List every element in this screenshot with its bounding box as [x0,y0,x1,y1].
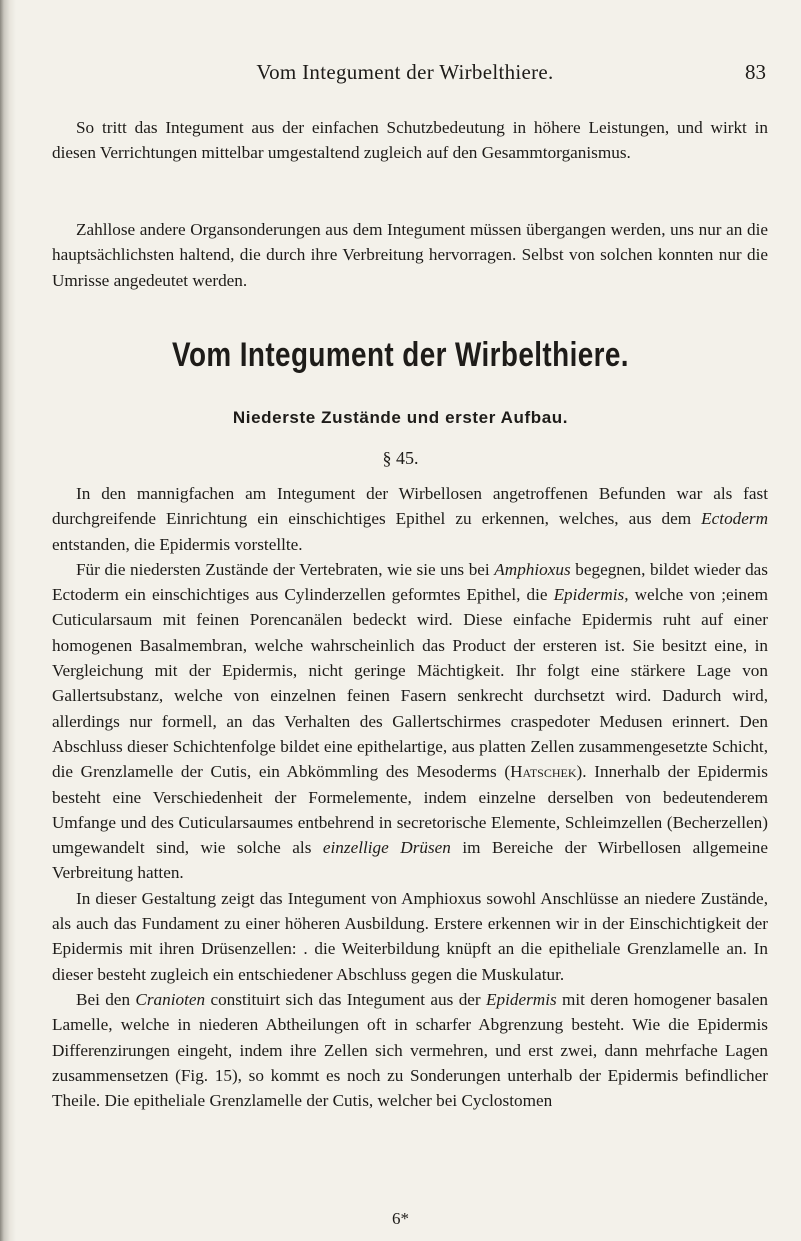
intro-paragraph-1: So tritt das Integument aus der einfachen Schutzbedeutung in höhere Leistungen, und wirkt in diesen Verrichtungen mittelbar umgestaltend zugleich auf den Gesammtorganismus. [52,118,768,163]
term-epidermis-2: Epidermis [486,989,557,1009]
running-head [40,60,770,88]
body-paragraph-4: Bei den Cranioten constituirt sich das Integument aus der Epidermis mit deren homogener basalen Lamelle, welche in niederen Abtheilungen oft in scharfer Abgrenzung besteht. Wie die Epidermis Differenzirungen eingeht, indem ihre Zellen sich vermehren, und erst zwei, dann mehrfache Lagen zusammensetzen (Fig. 15), so kommt es noch zu Sonderungen unterhalb der Epidermis befindlicher Theile. Die epitheliale Grenzlamelle der Cutis, welcher bei Cyclostomen [52,989,768,1111]
body-paragraph-2: Für die niedersten Zustände der Vertebraten, wie sie uns bei Amphioxus begegnen, bildet wieder das Ectoderm ein einschichtiges aus Cylinderzellen geformtes Epithel, die Epidermis, welche von ;einem Cuticularsaum mit feinen Porencanälen bedeckt wird. Diese einfache Epidermis ruht auf einer homogenen Basalmembran, welche wahrscheinlich das Product der ersteren ist. Sie besitzt eine, in Vergleichung mit der Epidermis, nicht geringe Mächtigkeit. Ihr folgt eine stärkere Lage von Gallertsubstanz, welche von einzelnen feinen Fasern senkrecht durchsetzt wird. Dadurch wird, allerdings nur formell, an das Verhalten des Gallertschirmes craspedoter Medusen erinnert. Den Abschluss dieser Schichtenfolge bildet eine epithelartige, aus platten Zellen zusammengesetzte Schicht, die Grenzlamelle der Cutis, ein Abkömmling des Mesoderms (Hatschek). Innerhalb der Epidermis besteht eine Verschiedenheit der Formelemente, indem einzelne derselben von bedeutenderem Umfange und des Cuticularsaumes entbehrend in secretorische Elemente, Schleimzellen (Becherzellen) umgewandelt sind, wie solche als einzellige Drüsen im Bereiche der Wirbellosen allgemeine Verbreitung hatten. [52,559,769,883]
term-ectoderm: Ectoderm [701,509,768,529]
author-hatschek: Hatschek [510,762,577,782]
intro-paragraph-2: Zahllose andere Organsonderungen aus dem Integument müssen übergangen werden, uns nur an die hauptsächlichsten haltend, die durch ihre Verbreitung hervorragen. Selbst von solchen konnten nur die Umrisse angedeutet werden. [52,220,768,290]
chapter-subtitle: Niederste Zustände und erster Aufbau. [232,408,569,427]
running-title: Vom Integument der Wirbelthiere. [256,60,554,84]
page-binding-edge [0,0,16,1241]
section-number: § 45. [382,448,419,468]
term-amphioxus: Amphioxus [494,559,571,579]
term-epidermis: Epidermis [553,585,625,605]
signature-mark: 6* [392,1209,409,1228]
section-body [52,481,768,1113]
body-paragraph-1: In den mannigfachen am Integument der Wirbellosen angetroffenen Befunden war als fast durchgreifende Einrichtung ein einschichtiges Epithel zu erkennen, welches, aus dem Ectoderm entstanden, die Epidermis vorstellte. [52,484,768,554]
term-cranioten: Cranioten [135,989,206,1009]
body-paragraph-3: In dieser Gestaltung zeigt das Integument von Amphioxus sowohl Anschlüsse an niedere Zustände, als auch das Fundament zu einer höheren Ausbildung. Erstere erkennen wir in der Einschichtigkeit der Epidermis mit ihren Drüsenzellen: . die Weiterbildung knüpft an die epitheliale Grenzlamelle an. In dieser besteht zugleich ein entschiedener Abschluss gegen die Muskulatur. [52,888,768,984]
term-einzellige-druesen: einzellige Drüsen [322,838,451,858]
chapter-title: Vom Integument der Wirbelthiere. [172,336,629,374]
page-number: 83 [745,60,766,84]
